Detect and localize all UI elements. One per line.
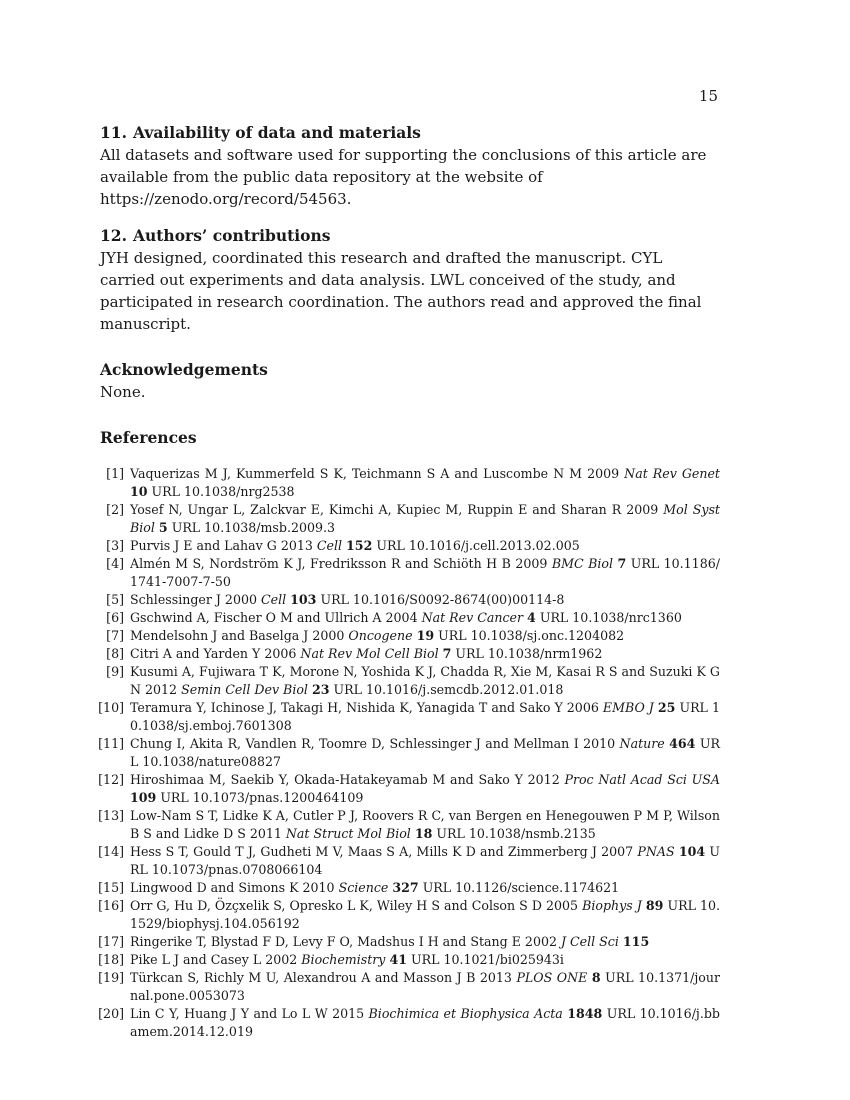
reference-url[interactable]: URL 10.1073/pnas.1200464109 <box>160 790 364 805</box>
reference-volume: 7 <box>442 646 452 661</box>
reference-authors: Almén M S, Nordström K J, Fredriksson R and Schiöth H B 2009 <box>130 556 552 571</box>
reference-authors: Gschwind A, Fischer O M and Ullrich A 2004 <box>130 610 422 625</box>
reference-volume: 4 <box>527 610 536 625</box>
reference-item <box>100 933 720 951</box>
section-title: Authors’ contributions <box>132 226 331 245</box>
reference-volume: 18 <box>414 826 433 841</box>
reference-url[interactable]: URL 10.1038/nrm1962 <box>455 646 603 661</box>
reference-journal: Biochemistry <box>301 952 386 967</box>
reference-item <box>100 843 720 879</box>
reference-journal: Nat Rev Cancer <box>421 610 524 625</box>
reference-item <box>100 771 720 807</box>
reference-item <box>100 663 720 699</box>
reference-url[interactable]: URL 10.1038/nrc1360 <box>539 610 682 625</box>
reference-volume: 109 <box>130 790 157 805</box>
reference-item <box>100 735 720 771</box>
reference-number: [5] <box>106 592 124 607</box>
reference-number: [3] <box>106 538 124 553</box>
reference-volume: 152 <box>346 538 373 553</box>
reference-url[interactable]: URL 10.1016/j.cell.2013.02.005 <box>376 538 580 553</box>
reference-authors: Lin C Y, Huang J Y and Lo L W 2015 <box>130 1006 369 1021</box>
reference-authors: Yosef N, Ungar L, Zalckvar E, Kimchi A, Kupiec M, Ruppin E and Sharan R 2009 <box>130 502 664 517</box>
reference-number: [19] <box>98 970 124 985</box>
reference-number: [4] <box>106 556 124 571</box>
reference-authors: Chung I, Akita R, Vandlen R, Toomre D, Schlessinger J and Mellman I 2010 <box>130 736 620 751</box>
reference-url[interactable]: URL 10.1021/bi025943i <box>410 952 564 967</box>
reference-authors: Türkcan S, Richly M U, Alexandrou A and Masson J B 2013 <box>130 970 517 985</box>
reference-url[interactable]: URL 10.1016/j.semcdb.2012.01.018 <box>333 682 564 697</box>
reference-url[interactable]: URL 10.1038/nsmb.2135 <box>436 826 596 841</box>
acknowledgements-body: None. <box>100 383 146 401</box>
reference-volume: 23 <box>311 682 330 697</box>
reference-authors: Kusumi A, Fujiwara T K, Morone N, Yoshida K J, Chadda R, Xie M, Kasai R S and Suzuki K G N 2012 <box>130 664 720 697</box>
reference-journal: Science <box>338 880 389 895</box>
reference-item <box>100 537 720 555</box>
reference-journal: Cell <box>316 538 343 553</box>
reference-number: [13] <box>98 808 124 823</box>
reference-volume: 89 <box>645 898 664 913</box>
reference-volume: 7 <box>617 556 627 571</box>
reference-authors: Orr G, Hu D, Özçxelik S, Opresko L K, Wiley H S and Colson S D 2005 <box>130 898 583 913</box>
reference-authors: Vaquerizas M J, Kummerfeld S K, Teichmann S A and Luscombe N M 2009 <box>130 466 625 481</box>
reference-authors: Purvis J E and Lahav G 2013 <box>130 538 317 553</box>
reference-number: [7] <box>106 628 124 643</box>
reference-item <box>100 465 720 501</box>
references-heading: References <box>100 428 197 447</box>
reference-volume: 5 <box>158 520 168 535</box>
reference-volume: 1848 <box>567 1006 603 1021</box>
reference-authors: Lingwood D and Simons K 2010 <box>130 880 339 895</box>
reference-journal: Nature <box>619 736 665 751</box>
reference-url[interactable]: URL 10.1038/sj.onc.1204082 <box>438 628 625 643</box>
reference-url[interactable]: URL 10.1038/msb.2009.3 <box>171 520 336 535</box>
reference-item <box>100 699 720 735</box>
section-number: 12. <box>100 226 127 245</box>
reference-journal: Biophys J <box>582 898 642 913</box>
reference-authors: Schlessinger J 2000 <box>130 592 261 607</box>
reference-volume: 10 <box>130 484 148 499</box>
reference-url[interactable]: URL 10.1073/pnas.0708066104 <box>130 844 720 877</box>
reference-authors: Teramura Y, Ichinose J, Takagi H, Nishida K, Yanagida T and Sako Y 2006 <box>130 700 603 715</box>
reference-authors: Hess S T, Gould T J, Gudheti M V, Maas S A, Mills K D and Zimmerberg J 2007 <box>130 844 638 859</box>
reference-item <box>100 609 720 627</box>
reference-item <box>100 879 720 897</box>
reference-journal: J Cell Sci <box>560 934 619 949</box>
section-number: 11. <box>100 123 127 142</box>
reference-journal: Oncogene <box>348 628 413 643</box>
reference-number: [17] <box>98 934 124 949</box>
reference-url[interactable]: URL 10.1038/sj.emboj.7601308 <box>130 700 720 733</box>
reference-number: [6] <box>106 610 124 625</box>
reference-journal: PNAS <box>637 844 675 859</box>
section-12-heading <box>100 225 720 247</box>
reference-item <box>100 1005 720 1041</box>
reference-volume: 103 <box>290 592 317 607</box>
reference-item <box>100 627 720 645</box>
reference-journal: PLOS ONE <box>516 970 588 985</box>
reference-url[interactable]: URL 10.1038/nrg2538 <box>151 484 295 499</box>
reference-journal: Proc Natl Acad Sci USA <box>564 772 720 787</box>
reference-number: [8] <box>106 646 124 661</box>
reference-volume: 104 <box>678 844 706 859</box>
reference-item <box>100 807 720 843</box>
reference-number: [9] <box>106 664 124 679</box>
reference-item <box>100 501 720 537</box>
reference-authors: Mendelsohn J and Baselga J 2000 <box>130 628 349 643</box>
reference-authors: Pike L J and Casey L 2002 <box>130 952 302 967</box>
references-list <box>100 465 720 1041</box>
page-content <box>100 122 720 1041</box>
reference-number: [10] <box>98 700 124 715</box>
section-11-body: All datasets and software used for supporting the conclusions of this article are available from the public data repository at the website of https://zenodo.org/record/54563. <box>100 146 707 208</box>
reference-journal: Nat Rev Genet <box>624 466 720 481</box>
reference-journal: Cell <box>260 592 287 607</box>
reference-number: [11] <box>98 736 124 751</box>
reference-authors: Hiroshimaa M, Saekib Y, Okada-Hatakeyamab M and Sako Y 2012 <box>130 772 565 787</box>
reference-number: [18] <box>98 952 124 967</box>
reference-item <box>100 969 720 1005</box>
reference-number: [16] <box>98 898 124 913</box>
reference-volume: 115 <box>622 934 650 949</box>
reference-item <box>100 645 720 663</box>
reference-number: [20] <box>98 1006 124 1021</box>
reference-number: [15] <box>98 880 124 895</box>
reference-url[interactable]: URL 10.1016/S0092-8674(00)00114-8 <box>320 592 565 607</box>
reference-journal: BMC Biol <box>551 556 614 571</box>
reference-volume: 19 <box>416 628 435 643</box>
reference-url[interactable]: URL 10.1038/nature08827 <box>130 736 720 769</box>
section-11-heading <box>100 122 720 144</box>
reference-item <box>100 951 720 969</box>
reference-journal: Nat Rev Mol Cell Biol <box>300 646 439 661</box>
reference-journal: EMBO J <box>602 700 654 715</box>
reference-authors: Citri A and Yarden Y 2006 <box>130 646 301 661</box>
reference-url[interactable]: URL 10.1529/biophysj.104.056192 <box>130 898 721 931</box>
reference-number: [2] <box>106 502 124 517</box>
reference-journal: Biochimica et Biophysica Acta <box>368 1006 563 1021</box>
reference-item <box>100 897 720 933</box>
reference-number: [12] <box>98 772 124 787</box>
reference-item <box>100 591 720 609</box>
reference-url[interactable]: URL 10.1016/j.bbamem.2014.12.019 <box>130 1006 720 1039</box>
reference-volume: 41 <box>389 952 407 967</box>
page-number: 15 <box>698 87 718 105</box>
reference-number: [14] <box>98 844 124 859</box>
reference-journal: Semin Cell Dev Biol <box>181 682 308 697</box>
reference-url[interactable]: URL 10.1371/journal.pone.0053073 <box>130 970 720 1003</box>
reference-url[interactable]: URL 10.1186/1741-7007-7-50 <box>130 556 720 589</box>
reference-url[interactable]: URL 10.1126/science.1174621 <box>422 880 620 895</box>
reference-journal: Mol Syst Biol <box>130 502 720 535</box>
reference-volume: 8 <box>591 970 601 985</box>
reference-number: [1] <box>106 466 124 481</box>
section-title: Availability of data and materials <box>132 123 421 142</box>
reference-volume: 327 <box>392 880 419 895</box>
reference-journal: Nat Struct Mol Biol <box>285 826 411 841</box>
reference-volume: 464 <box>669 736 696 751</box>
reference-volume: 25 <box>657 700 676 715</box>
reference-authors: Ringerike T, Blystad F D, Levy F O, Madshus I H and Stang E 2002 <box>130 934 561 949</box>
reference-item <box>100 555 720 591</box>
acknowledgements-heading: Acknowledgements <box>100 360 268 379</box>
section-12-body: JYH designed, coordinated this research and drafted the manuscript. CYL carried out experiments and data analysis. LWL conceived of the study, and participated in research coordination. The authors read and approved the final manuscript. <box>100 249 702 333</box>
reference-authors: Low-Nam S T, Lidke K A, Cutler P J, Roovers R C, van Bergen en Henegouwen P M P, Wilson B S and Lidke D S 2011 <box>130 808 720 841</box>
